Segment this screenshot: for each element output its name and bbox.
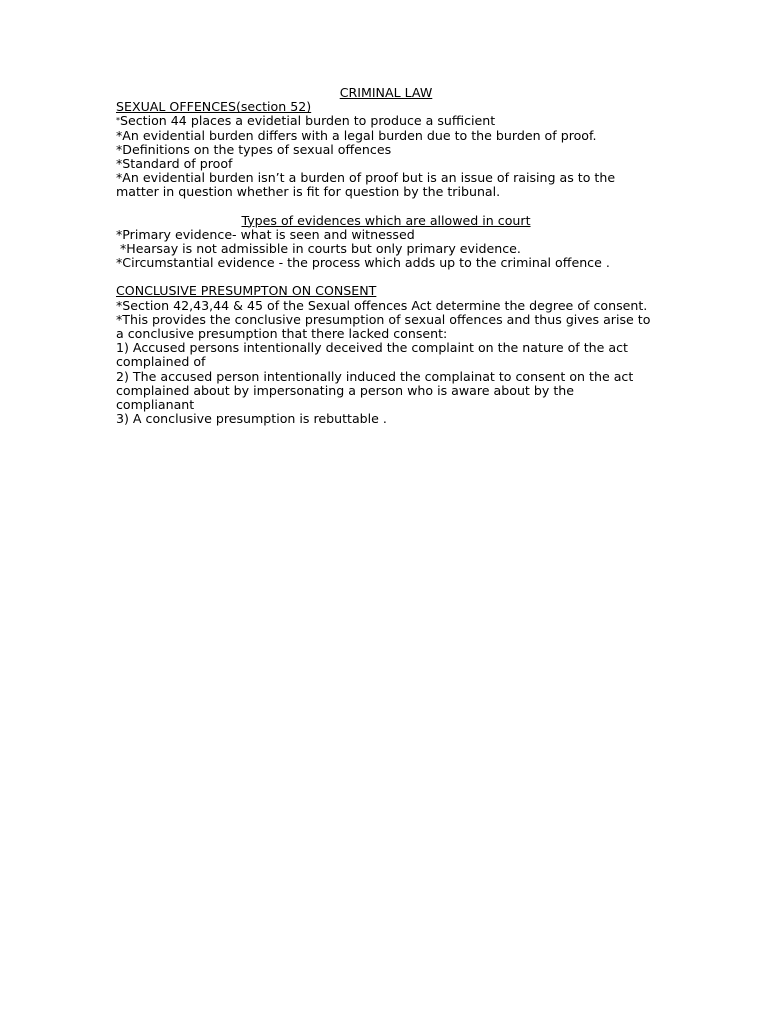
spacer	[116, 200, 656, 214]
paragraph-line: *An evidential burden isn’t a burden of proof but is an issue of raising as to the matter in question whether is fit for question by the tribunal.	[116, 170, 616, 200]
section-heading-types-of-evidence: Types of evidences which are allowed in court	[241, 212, 531, 228]
section-heading-conclusive-presumption: CONCLUSIVE PRESUMPTON ON CONSENT	[116, 283, 377, 299]
paragraph-line: 2) The accused person intentionally induced the complainat to consent on the act complained about by impersonating a person who is aware about by the complianant	[116, 368, 634, 413]
paragraph-line: 3) A conclusive presumption is rebuttable .	[116, 411, 387, 427]
paragraph-line: *Standard of proof	[116, 156, 233, 172]
paragraph-text: Section 44 places a evidetial burden to produce a sufficient	[120, 113, 496, 129]
paragraph-line: *Definitions on the types of sexual offences	[116, 141, 392, 157]
paragraph-line: *Circumstantial evidence - the process which adds up to the criminal offence .	[116, 255, 610, 271]
paragraph-line	[116, 114, 656, 128]
paragraph-line: *Hearsay is not admissible in courts but only primary evidence.	[120, 241, 521, 257]
paragraph-line: *Section 42,43,44 & 45 of the Sexual offences Act determine the degree of consent.	[116, 297, 648, 313]
bullet-marker: *	[116, 116, 120, 126]
document-title: CRIMINAL LAW	[339, 85, 433, 100]
paragraph-line: *This provides the conclusive presumption of sexual offences and thus gives arise to a conclusive presumption that there lacked consent:	[116, 311, 651, 342]
paragraph-line: *Primary evidence- what is seen and witnessed	[116, 226, 415, 242]
document-page	[116, 86, 656, 426]
spacer	[116, 270, 656, 284]
section-heading-sexual-offences: SEXUAL OFFENCES(section 52)	[116, 99, 312, 115]
paragraph-line: *An evidential burden differs with a legal burden due to the burden of proof.	[116, 127, 597, 143]
paragraph-line: 1) Accused persons intentionally deceived the complaint on the nature of the act complained of	[116, 340, 628, 370]
section-heading-wrapper	[116, 214, 656, 228]
